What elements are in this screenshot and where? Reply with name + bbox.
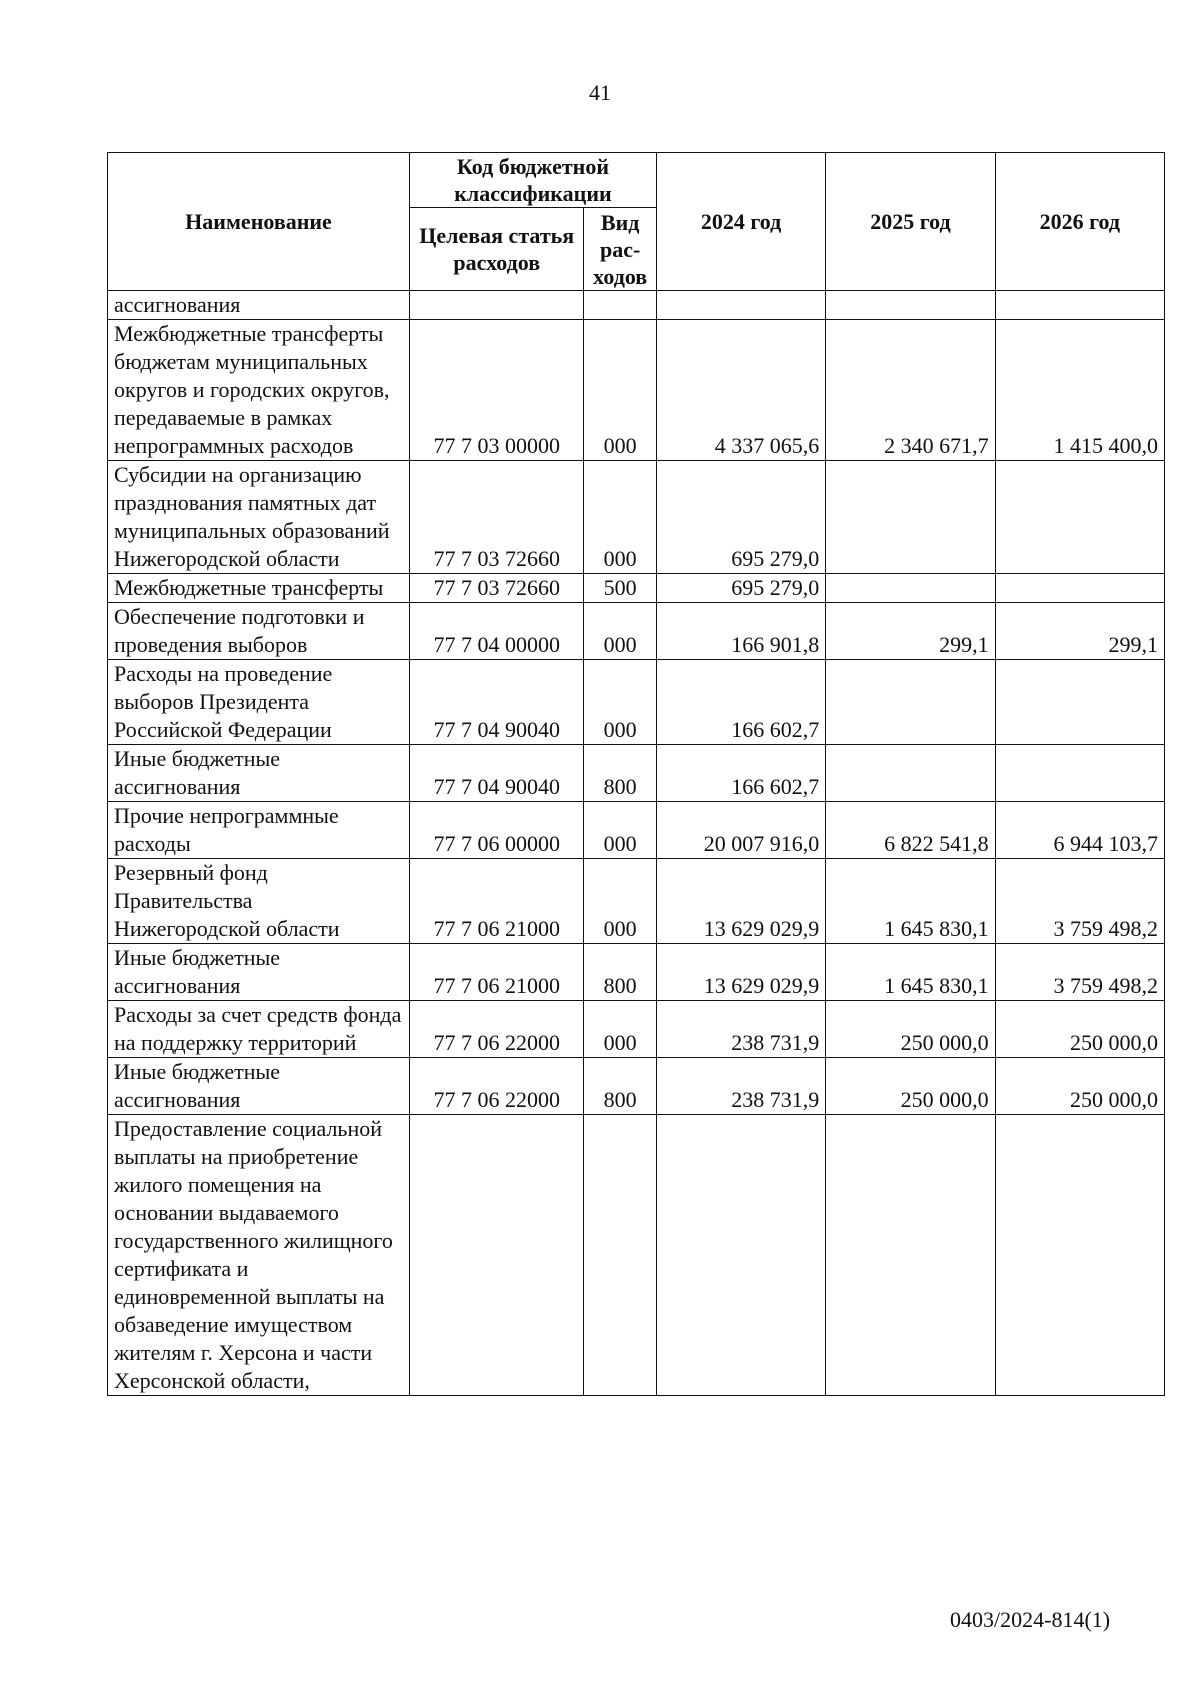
cell-target: 77 7 06 22000 [410,1058,584,1115]
cell-name: Предоставление социальной выплаты на приобретение жилого помещения на основании выдаваемого государственного жилищного сертификата и единовременной выплаты на обзаведение имуществом жителям г. Херсона и части Херсонской области, [108,1115,410,1396]
cell-2024: 13 629 029,9 [656,859,825,944]
table-row [108,320,1165,461]
header-year-2026: 2026 год [995,153,1164,291]
table-row [108,660,1165,745]
cell-target [410,291,584,320]
cell-2026 [995,574,1164,603]
cell-target: 77 7 04 00000 [410,603,584,660]
cell-2025: 250 000,0 [826,1058,995,1115]
header-year-2025: 2025 год [826,153,995,291]
cell-2024: 166 602,7 [656,745,825,802]
cell-name: Иные бюджетные ассигнования [108,944,410,1001]
cell-2025 [826,291,995,320]
cell-type: 000 [584,802,656,859]
cell-2026: 299,1 [995,603,1164,660]
cell-2025 [826,660,995,745]
cell-type: 000 [584,660,656,745]
cell-type: 000 [584,859,656,944]
cell-2025 [826,745,995,802]
cell-target: 77 7 06 21000 [410,859,584,944]
table-row [108,859,1165,944]
header-year-2024: 2024 год [656,153,825,291]
cell-2025: 6 822 541,8 [826,802,995,859]
cell-2025 [826,1115,995,1396]
cell-name: Иные бюджетные ассигнования [108,745,410,802]
cell-type: 000 [584,461,656,574]
cell-name: Расходы за счет средств фонда на поддержку территорий [108,1001,410,1058]
cell-type: 000 [584,1001,656,1058]
table-row [108,461,1165,574]
cell-2025: 1 645 830,1 [826,944,995,1001]
cell-2026: 3 759 498,2 [995,859,1164,944]
cell-name: Резервный фонд Правительства Нижегородской области [108,859,410,944]
cell-2024: 20 007 916,0 [656,802,825,859]
table-row [108,1001,1165,1058]
cell-2026: 1 415 400,0 [995,320,1164,461]
cell-2024 [656,291,825,320]
cell-2025: 299,1 [826,603,995,660]
table-row [108,603,1165,660]
cell-2025: 1 645 830,1 [826,859,995,944]
cell-name: Прочие непрограммные расходы [108,802,410,859]
cell-target: 77 7 04 90040 [410,745,584,802]
cell-2024: 695 279,0 [656,574,825,603]
cell-2026: 250 000,0 [995,1001,1164,1058]
cell-2026 [995,1115,1164,1396]
table-row [108,1058,1165,1115]
cell-type: 000 [584,320,656,461]
cell-name: Межбюджетные трансферты [108,574,410,603]
cell-2024: 166 901,8 [656,603,825,660]
cell-2024: 4 337 065,6 [656,320,825,461]
budget-table [107,152,1165,1396]
cell-2024 [656,1115,825,1396]
table-row [108,574,1165,603]
cell-type: 800 [584,944,656,1001]
cell-2025: 2 340 671,7 [826,320,995,461]
cell-2026 [995,745,1164,802]
cell-type [584,291,656,320]
cell-2024: 13 629 029,9 [656,944,825,1001]
table-row [108,745,1165,802]
cell-2026: 250 000,0 [995,1058,1164,1115]
cell-name: Обеспечение подготовки и проведения выборов [108,603,410,660]
cell-target: 77 7 06 00000 [410,802,584,859]
table-row [108,1115,1165,1396]
cell-name: Расходы на проведение выборов Президента Российской Федерации [108,660,410,745]
cell-type [584,1115,656,1396]
cell-name: Субсидии на организацию празднования памятных дат муниципальных образований Нижегородской области [108,461,410,574]
cell-target: 77 7 03 00000 [410,320,584,461]
cell-target [410,1115,584,1396]
cell-2024: 238 731,9 [656,1058,825,1115]
cell-target: 77 7 03 72660 [410,574,584,603]
cell-2026 [995,291,1164,320]
page-number: 41 [589,80,611,105]
continuation-row [108,291,1165,320]
header-name: Наименование [108,153,410,291]
table-row [108,944,1165,1001]
cell-2025 [826,461,995,574]
cell-2026 [995,660,1164,745]
cell-2024: 695 279,0 [656,461,825,574]
cell-2026: 3 759 498,2 [995,944,1164,1001]
header-target-article: Целевая статья расходов [410,208,584,291]
cell-2025: 250 000,0 [826,1001,995,1058]
cell-name: Межбюджетные трансферты бюджетам муниципальных округов и городских округов, передаваемые в рамках непрограммных расходов [108,320,410,461]
cell-2026: 6 944 103,7 [995,802,1164,859]
cell-target: 77 7 04 90040 [410,660,584,745]
cell-name: Иные бюджетные ассигнования [108,1058,410,1115]
cell-2024: 166 602,7 [656,660,825,745]
header-row-1 [108,153,1165,208]
cell-target: 77 7 06 21000 [410,944,584,1001]
cell-type: 500 [584,574,656,603]
header-kbk-group: Код бюджетной классификации [410,153,657,208]
cell-2024: 238 731,9 [656,1001,825,1058]
cell-type: 800 [584,745,656,802]
header-expense-type: Вид рас-ходов [584,208,656,291]
cell-type: 000 [584,603,656,660]
cell-name: ассигнования [108,291,410,320]
cell-target: 77 7 06 22000 [410,1001,584,1058]
document-id: 0403/2024-814(1) [950,1607,1111,1632]
cell-2026 [995,461,1164,574]
table-row [108,802,1165,859]
cell-target: 77 7 03 72660 [410,461,584,574]
cell-2025 [826,574,995,603]
cell-type: 800 [584,1058,656,1115]
